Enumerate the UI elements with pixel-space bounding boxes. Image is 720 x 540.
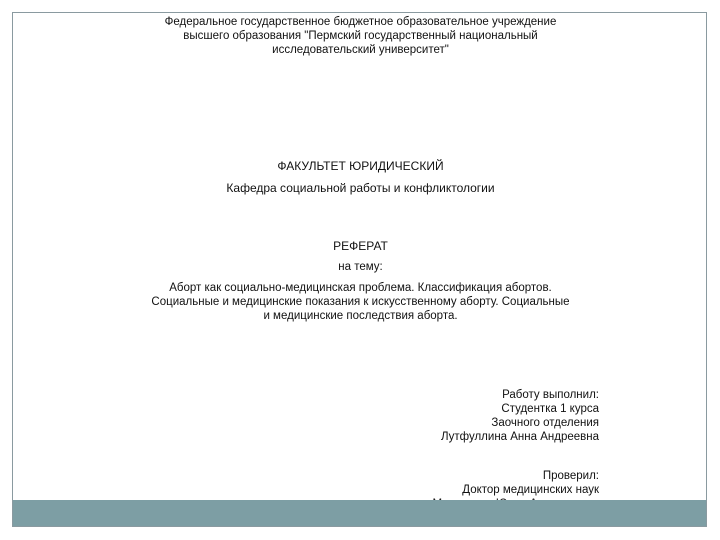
header-line: Федеральное государственное бюджетное образовательное учреждение	[164, 16, 557, 28]
performed-by-line: Работу выполнил:	[502, 389, 599, 401]
topic-line: Социальные и медицинские показания к искусственному аборту. Социальные	[151, 296, 570, 308]
faculty-name: ФАКУЛЬТЕТ ЮРИДИЧЕСКИЙ	[277, 159, 444, 173]
performed-by-line: Лутфуллина Анна Андреевна	[440, 431, 599, 443]
topic-text	[13, 281, 708, 323]
department-name: Кафедра социальной работы и конфликтологии	[226, 181, 495, 195]
document-title: РЕФЕРАТ	[333, 239, 388, 253]
bottom-bar	[13, 500, 706, 526]
checked-by-line: Доктор медицинских наук	[462, 484, 599, 496]
topic-line: и медицинские последствия аборта.	[263, 310, 458, 322]
document-subtitle: на тему:	[338, 261, 383, 273]
performed-by-line: Студентка 1 курса	[501, 403, 599, 415]
topic-line: Аборт как социально-медицинская проблема. Классификация абортов.	[169, 282, 552, 294]
header-line: высшего образования "Пермский государственный национальный	[183, 30, 538, 42]
document-page	[12, 12, 707, 527]
checked-by-line: Проверил:	[542, 470, 599, 482]
performed-by-line: Заочного отделения	[491, 417, 599, 429]
institution-header	[13, 15, 708, 57]
header-line: исследовательский университет"	[272, 44, 449, 56]
performed-by-block	[441, 388, 599, 444]
